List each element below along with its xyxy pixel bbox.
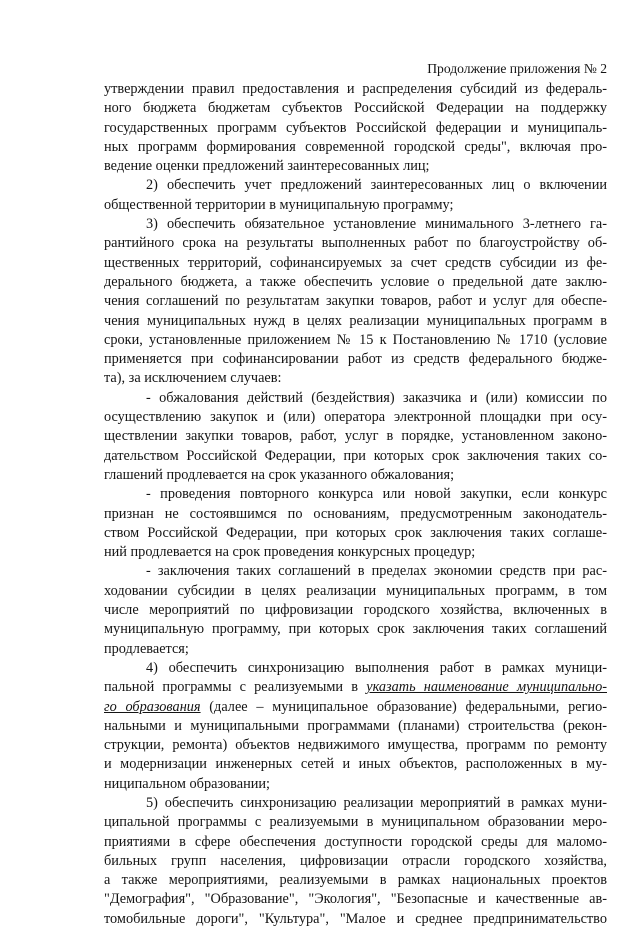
text-line-segment: 2) обеспечить учет предложений заинтересованных лиц о включении (146, 177, 607, 194)
text-line-segment: применяется при софинансировании работ из средств федерального бюдже- (104, 351, 607, 368)
text-line-segment: числе мероприятий по цифровизации городского хозяйства, включенных в (104, 602, 607, 619)
text-line-segment: государственных программ субъектов Российской федерации и муниципаль- (104, 119, 607, 136)
text-line-segment: бильных групп населения, цифровизации отрасли городского хозяйства, (104, 852, 607, 869)
document-body (104, 80, 607, 929)
text-line-segment: утверждении правил предоставления и распределения субсидий из федераль- (104, 81, 607, 97)
text-line (104, 196, 607, 215)
text-line (104, 234, 607, 253)
text-line (104, 775, 607, 794)
text-line (104, 601, 607, 620)
text-line (104, 331, 607, 350)
text-line-segment: глашений продлевается на срок указанного обжалования; (104, 466, 455, 483)
text-line (104, 524, 607, 543)
text-line-segment: чения соглашений по результатам закупки товаров, работ и услуг для обеспе- (104, 293, 607, 310)
text-line-segment: 4) обеспечить синхронизацию выполнения работ в рамках муници- (146, 659, 607, 676)
text-line-segment: щественных территорий, софинансируемых за счет средств субсидии из фе- (104, 254, 607, 271)
text-line-segment: ниципальном образовании; (104, 775, 270, 792)
text-line-segment: ством Российской Федерации, при которых срок заключения таких соглаше- (104, 524, 607, 541)
page-header-continuation: Продолжение приложения № 2 (427, 61, 607, 76)
text-line (104, 582, 607, 601)
text-line (104, 794, 607, 813)
text-line (104, 427, 607, 446)
text-line (104, 408, 607, 427)
text-line-segment: чения муниципальных нужд в целях реализации муниципальных программ в (104, 312, 607, 329)
text-line (104, 852, 607, 871)
text-line (104, 157, 607, 176)
placeholder-municipality-name: указать наименование муниципально- (366, 679, 607, 696)
text-line-segment: нальными и муниципальными программами (планами) строительства (рекон- (104, 717, 607, 734)
text-line (104, 466, 607, 485)
text-line-segment: признан не состоявшимся по основаниям, предусмотренным законодатель- (104, 505, 607, 522)
text-line-segment: муниципальную программу, при которых срок заключения таких соглашений (104, 621, 607, 638)
text-line (104, 620, 607, 639)
text-line-segment: "Демография", "Образование", "Экология", "Безопасные и качественные ав- (104, 891, 607, 908)
text-line (104, 176, 607, 195)
text-line (104, 119, 607, 138)
text-line (104, 350, 607, 369)
text-line (104, 254, 607, 273)
text-line (104, 447, 607, 466)
text-line-segment: ципальной программы с реализуемыми в муниципальном образовании меро- (104, 814, 607, 831)
text-line-segment: пальной программы с реализуемыми в (104, 679, 367, 696)
text-line-segment: (далее – муниципальное образование) федеральными, регио- (200, 698, 607, 715)
text-line (104, 485, 607, 504)
text-line-segment: ведение оценки предложений заинтересованных лиц; (104, 158, 430, 175)
text-line (104, 292, 607, 311)
text-line-segment: ний продлевается на срок проведения конкурсных процедур; (104, 544, 476, 561)
text-line-segment: осуществлению закупок и (или) оператора электронной площадки при осу- (104, 409, 607, 426)
text-line (104, 755, 607, 774)
text-line (104, 273, 607, 292)
text-line (104, 717, 607, 736)
text-line (104, 659, 607, 678)
text-line (104, 505, 607, 524)
text-line-segment: 5) обеспечить синхронизацию реализации мероприятий в рамках муни- (146, 794, 607, 811)
text-line-segment: 3) обеспечить обязательное установление минимального 3-летнего га- (146, 216, 607, 233)
text-line (104, 562, 607, 581)
text-line (104, 736, 607, 755)
text-line-segment: а также мероприятиями, реализуемыми в рамках национальных проектов (104, 872, 607, 889)
text-line-segment: ходовании субсидии в целях реализации муниципальных программ, в том (104, 582, 607, 599)
text-line (104, 215, 607, 234)
text-line-segment: приятиями в сфере обеспечения доступности городской среды для маломо- (104, 833, 607, 850)
text-line-segment: - обжалования действий (бездействия) заказчика и (или) комиссии по (146, 389, 607, 406)
text-line-segment: сроки, установленные приложением № 15 к Постановлению № 1710 (условие (104, 331, 607, 348)
text-line (104, 543, 607, 562)
text-line-segment: рантийного срока на результаты выполненных работ по благоустройству об- (104, 235, 607, 252)
text-line (104, 640, 607, 659)
text-line (104, 813, 607, 832)
text-line-segment: дательством Российской Федерации, при которых срок заключения таких со- (104, 447, 607, 464)
text-line-segment: общественной территории в муниципальную программу; (104, 196, 454, 213)
text-line-segment: продлевается; (104, 640, 189, 657)
text-line (104, 389, 607, 408)
text-line (104, 890, 607, 909)
text-line (104, 678, 607, 697)
text-line-segment: ных программ формирования современной городской среды", включая про- (104, 138, 607, 155)
text-line-segment: та), за исключением случаев: (104, 370, 282, 387)
text-line (104, 138, 607, 157)
text-line-segment: ного бюджета бюджетам субъектов Российской Федерации на поддержку (104, 100, 607, 117)
text-line (104, 833, 607, 852)
text-line (104, 99, 607, 118)
text-line-segment: - заключения таких соглашений в пределах экономии средств при рас- (146, 563, 607, 580)
text-line-segment: томобильные дороги", "Культура", "Малое и среднее предпринимательство (104, 910, 607, 927)
text-line (104, 369, 607, 388)
text-line-segment: и модернизации инженерных сетей и иных объектов, расположенных в му- (104, 756, 607, 773)
placeholder-municipality-name: го образования (104, 698, 201, 715)
text-line-segment: дерального бюджета, а также обеспечить условие о предельной дате заклю- (104, 273, 607, 290)
text-line-segment: ществлении закупки товаров, работ, услуг в порядке, установленном законо- (104, 428, 607, 445)
text-line-segment: струкции, ремонта) объектов недвижимого имущества, программ по ремонту (104, 737, 607, 754)
text-line (104, 80, 607, 99)
text-line (104, 312, 607, 331)
text-line (104, 871, 607, 890)
text-line (104, 910, 607, 929)
text-line-segment: - проведения повторного конкурса или новой закупки, если конкурс (146, 486, 607, 503)
text-line (104, 698, 607, 717)
